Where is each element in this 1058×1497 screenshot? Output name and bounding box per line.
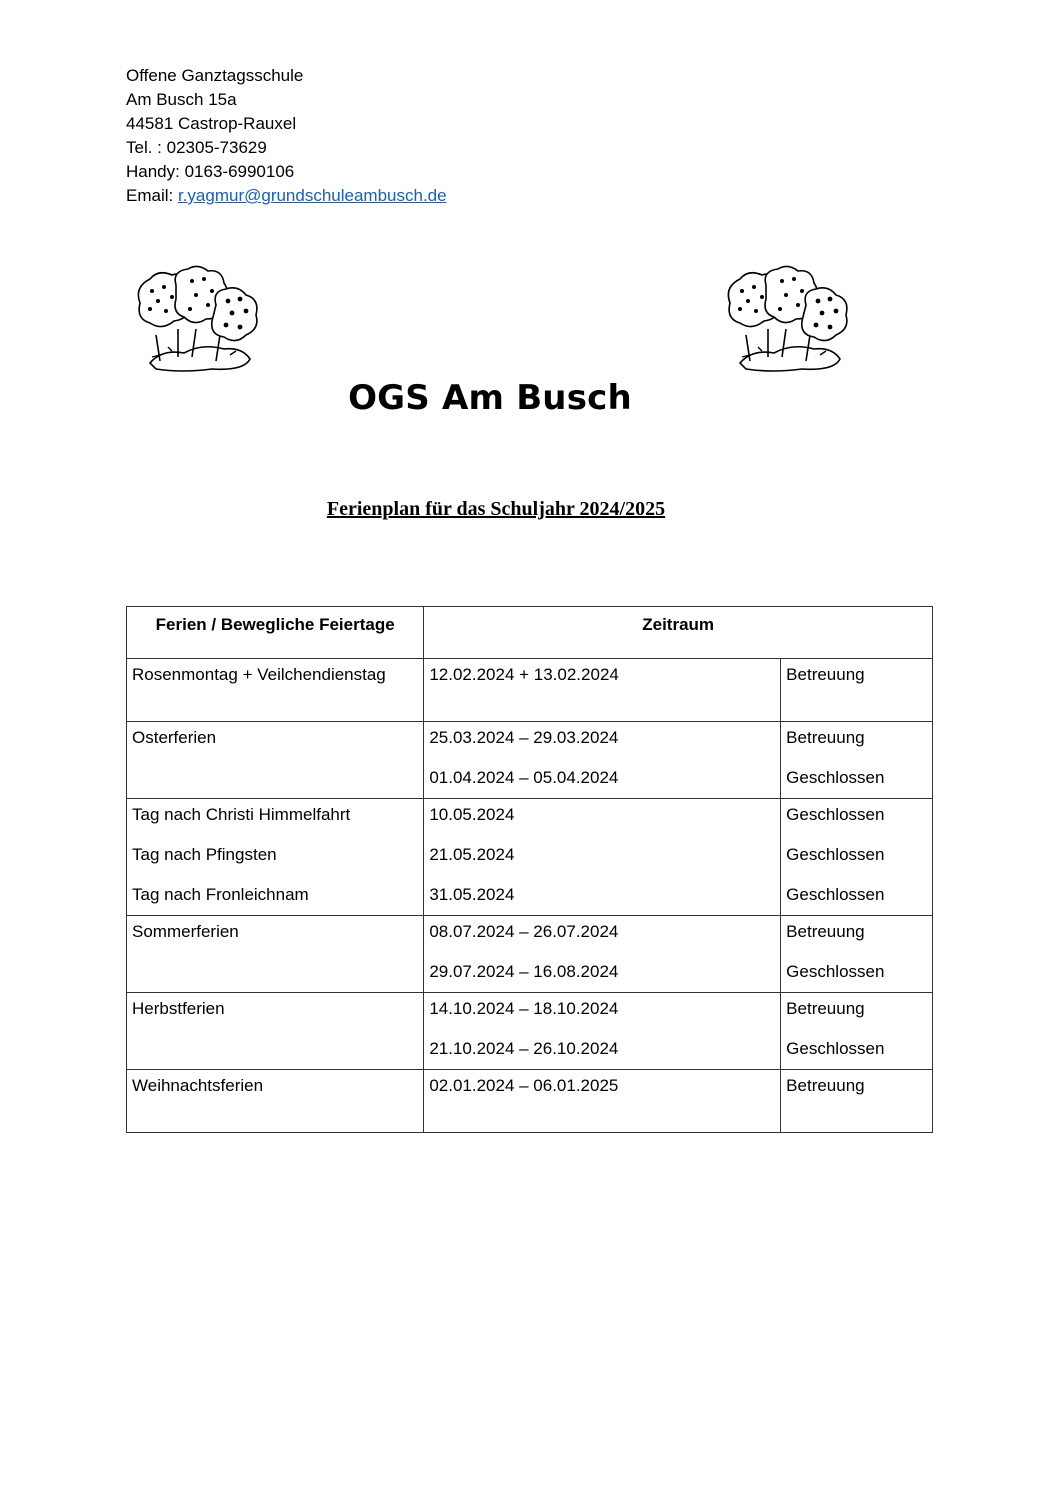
period-dates: 02.01.2024 – 06.01.2025 — [429, 1076, 619, 1095]
status-cell — [781, 916, 933, 993]
status-cell — [781, 659, 933, 722]
holiday-name: Herbstferien — [132, 999, 225, 1018]
holiday-name: Sommerferien — [132, 922, 239, 941]
status-label: Geschlossen — [786, 885, 885, 904]
period-dates: 14.10.2024 – 18.10.2024 — [429, 999, 619, 1018]
address-phone: Tel. : 02305-73629 — [126, 138, 267, 157]
holiday-cell — [127, 799, 424, 916]
status-label: Betreuung — [786, 999, 865, 1018]
address-street: Am Busch 15a — [126, 90, 237, 109]
email-label: Email: — [126, 186, 178, 205]
status-cell — [781, 1070, 933, 1133]
holiday-name: Tag nach Christi Himmelfahrt — [132, 805, 351, 824]
period-dates: 12.02.2024 + 13.02.2024 — [429, 665, 619, 684]
header-holidays: Ferien / Bewegliche Feiertage — [127, 607, 424, 659]
period-dates: 29.07.2024 – 16.08.2024 — [429, 962, 619, 981]
status-label: Geschlossen — [786, 845, 885, 864]
period-dates: 10.05.2024 — [429, 805, 515, 824]
status-label: Geschlossen — [786, 1039, 885, 1058]
holiday-name: Osterferien — [132, 728, 217, 747]
address-mobile: Handy: 0163-6990106 — [126, 162, 295, 181]
trees-logo-icon — [132, 265, 264, 377]
address-email-line — [126, 184, 447, 208]
holiday-name: Tag nach Fronleichnam — [132, 885, 309, 904]
period-cell — [424, 916, 781, 993]
trees-logo-icon — [722, 265, 854, 377]
holiday-name: Weihnachtsferien — [132, 1076, 264, 1095]
table-row — [127, 659, 933, 722]
period-dates: 01.04.2024 – 05.04.2024 — [429, 768, 619, 787]
holiday-cell — [127, 916, 424, 993]
holiday-name: Rosenmontag + Veilchendienstag — [132, 665, 386, 684]
address-city: 44581 Castrop-Rauxel — [126, 114, 297, 133]
holiday-cell — [127, 993, 424, 1070]
holiday-cell — [127, 659, 424, 722]
status-label: Betreuung — [786, 728, 865, 747]
table-row — [127, 1070, 933, 1133]
table-row — [127, 993, 933, 1070]
period-dates: 21.05.2024 — [429, 845, 515, 864]
status-label: Geschlossen — [786, 768, 885, 787]
period-cell — [424, 1070, 781, 1133]
status-label: Geschlossen — [786, 805, 885, 824]
holiday-cell — [127, 722, 424, 799]
holiday-name: Tag nach Pfingsten — [132, 845, 277, 864]
period-dates: 25.03.2024 – 29.03.2024 — [429, 728, 619, 747]
status-cell — [781, 722, 933, 799]
table-row — [127, 799, 933, 916]
email-link[interactable]: r.yagmur@grundschuleambusch.de — [177, 186, 447, 205]
holiday-cell — [127, 1070, 424, 1133]
header-period: Zeitraum — [424, 607, 933, 659]
table-header-row — [127, 607, 933, 659]
period-cell — [424, 659, 781, 722]
school-address — [126, 64, 447, 208]
table-row — [127, 722, 933, 799]
period-cell — [424, 722, 781, 799]
holiday-table — [126, 606, 933, 1133]
status-label: Betreuung — [786, 922, 865, 941]
status-cell — [781, 993, 933, 1070]
page-title: OGS Am Busch — [348, 378, 632, 418]
status-label: Betreuung — [786, 665, 865, 684]
address-school-name: Offene Ganztagsschule — [126, 66, 304, 85]
table-row — [127, 916, 933, 993]
period-cell — [424, 799, 781, 916]
period-cell — [424, 993, 781, 1070]
status-label: Betreuung — [786, 1076, 865, 1095]
period-dates: 08.07.2024 – 26.07.2024 — [429, 922, 619, 941]
plan-subtitle: Ferienplan für das Schuljahr 2024/2025 — [326, 498, 666, 520]
period-dates: 21.10.2024 – 26.10.2024 — [429, 1039, 619, 1058]
status-label: Geschlossen — [786, 962, 885, 981]
status-cell — [781, 799, 933, 916]
period-dates: 31.05.2024 — [429, 885, 515, 904]
